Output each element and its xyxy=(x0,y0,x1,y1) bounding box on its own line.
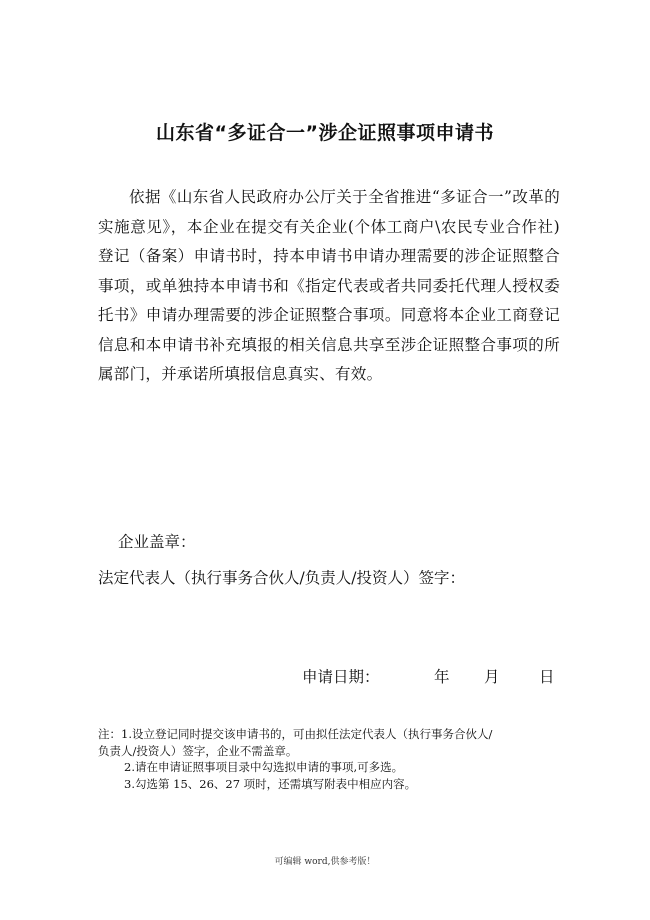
date-year-label: 年 xyxy=(434,668,450,686)
page-title: 山东省“多证合一”涉企证照事项申请书 xyxy=(156,122,494,144)
page-footer: 可编辑 word,供参考版！ xyxy=(274,857,376,867)
date-day-label: 日 xyxy=(539,668,555,686)
application-date-row xyxy=(302,665,555,687)
note-2: 2.请在申请证照事项目录中勾选拟申请的事项,可多选。 xyxy=(124,760,404,774)
note-1: 注：1.设立登记同时提交该申请书的，可由拟任法定代表人（执行事务合伙人/ xyxy=(98,727,493,741)
note-3: 3.勾选第 15、26、27 项时，还需填写附表中相应内容。 xyxy=(124,776,417,791)
declaration-paragraph: 依据《山东省人民政府办公厅关于全省推进“多证合一”改革的实施意见》，本企业在提交有关企业(个体工商户\农民专业合作社)登记（备案）申请书时，持本申请书申请办理需要的涉企证照整合事项，或单独持本申请书和《指定代表或者共同委托代理人授权委托书》申请办理需要的涉企证照整合事项。同意将本企业工商登记信息和本申请书补充填报的相关信息共享至涉企证照整合事项的所属部门，并承诺所填报信息真实、有效。 xyxy=(98,188,560,383)
date-month-label: 月 xyxy=(484,668,500,686)
legal-representative-signature-label: 法定代表人（执行事务合伙人/负责人/投资人）签字： xyxy=(98,569,465,587)
company-seal-label: 企业盖章： xyxy=(118,533,196,551)
notes-section xyxy=(98,726,568,792)
note-1-continued: 负责人/投资人）签字，企业不需盖章。 xyxy=(98,743,298,758)
application-date-label: 申请日期： xyxy=(302,668,380,686)
